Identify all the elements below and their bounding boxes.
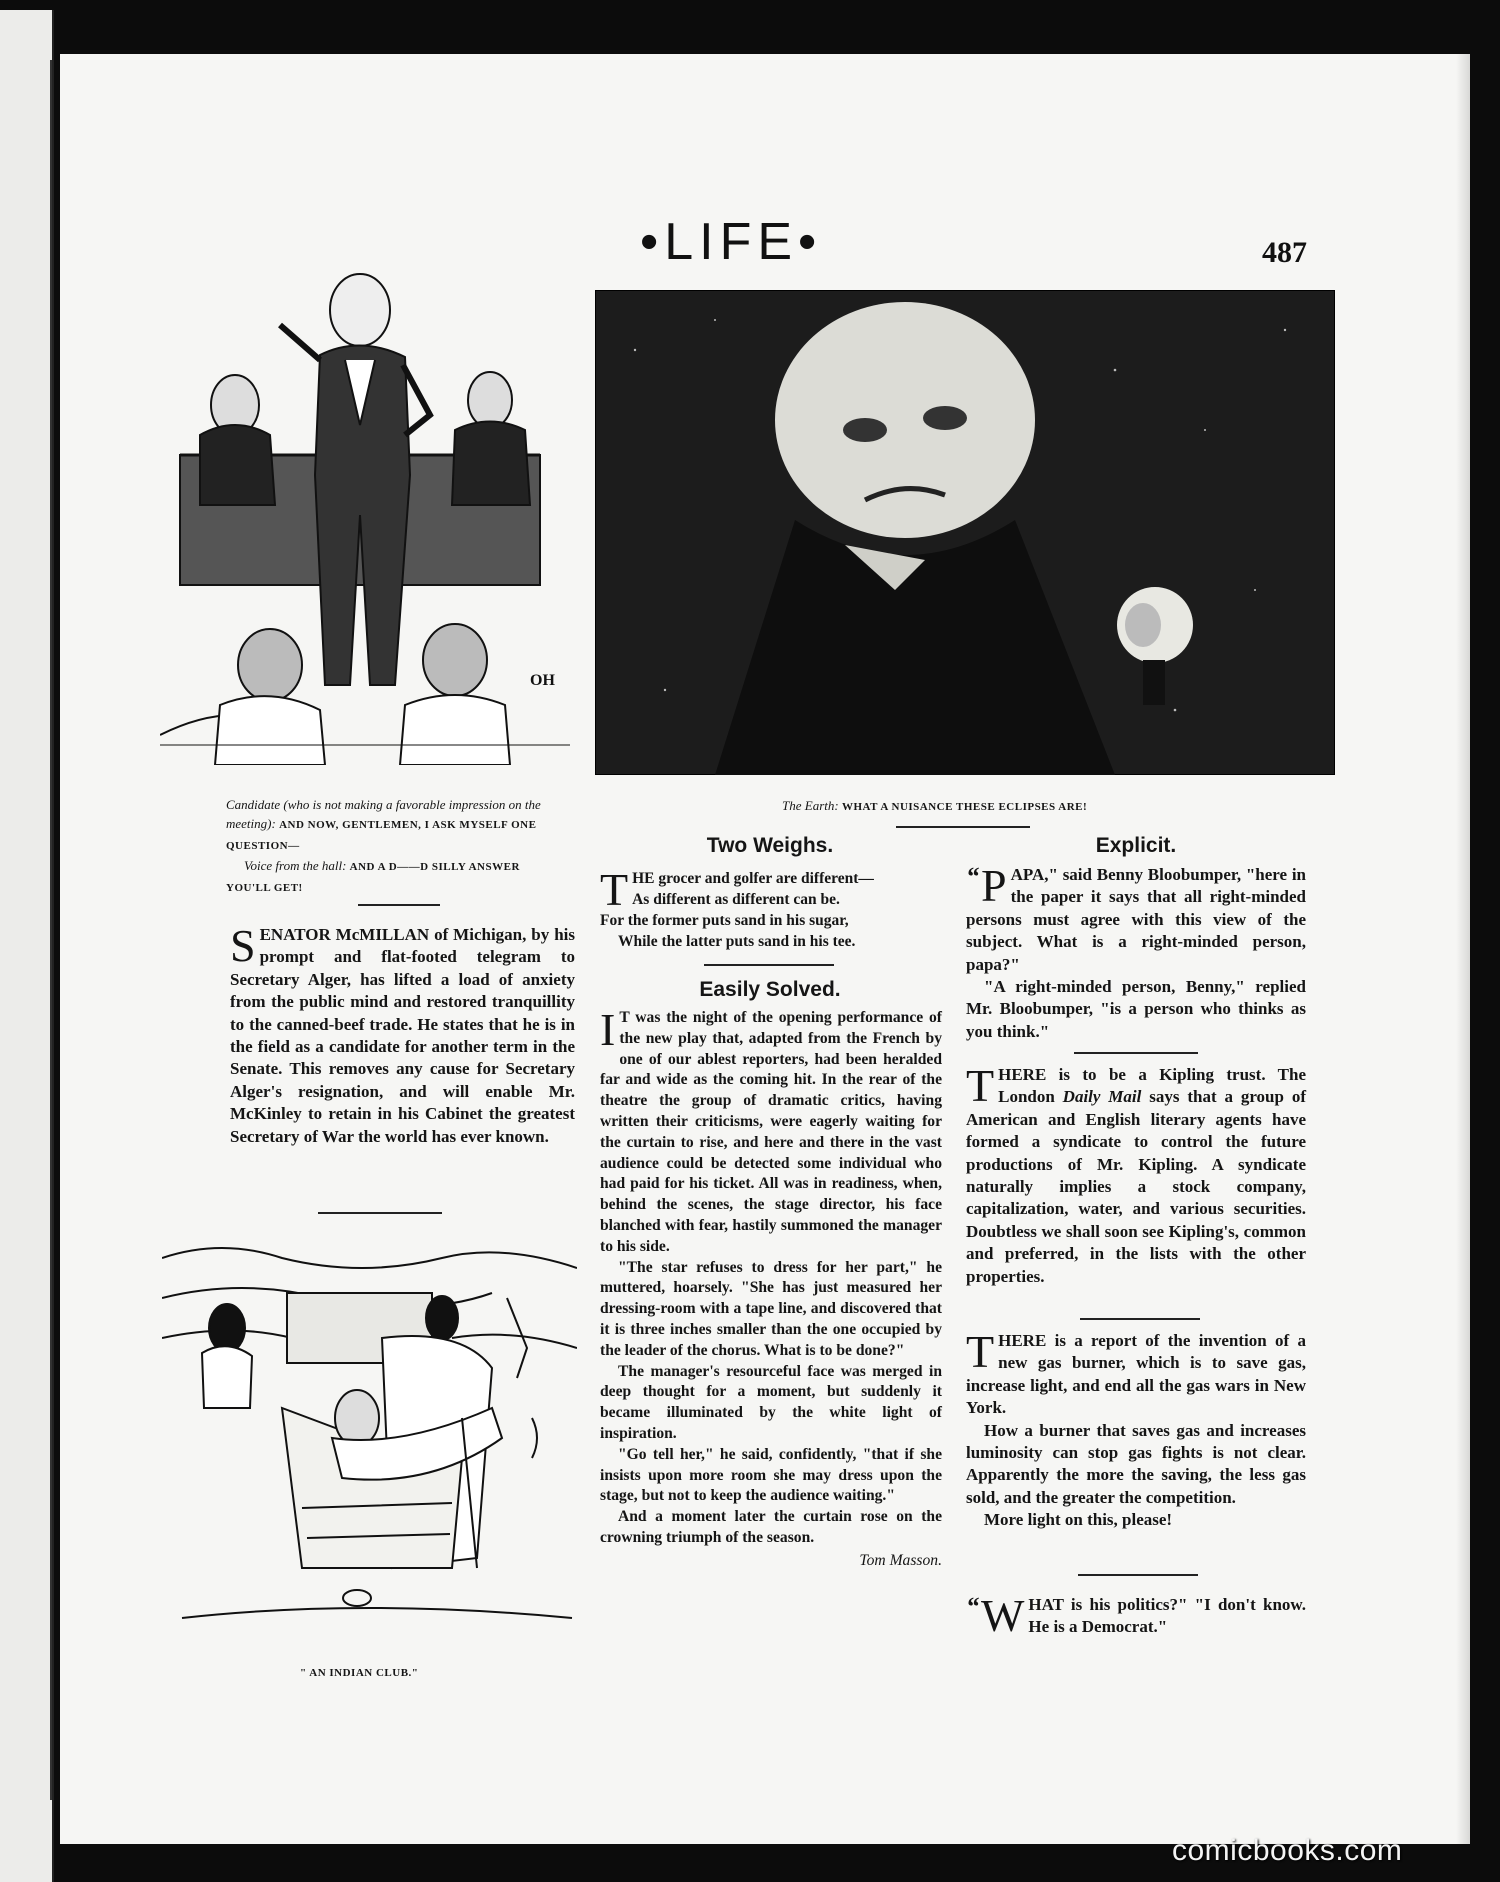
author-signature: Tom Masson. <box>859 1551 942 1569</box>
earth-eclipse-illustration <box>595 290 1335 775</box>
artist-monogram: OH <box>530 672 555 689</box>
two-weighs-heading: Two Weighs. <box>706 834 834 857</box>
easily-solved-p2: "The star refuses to dress for her part," he muttered, hoarsely. "She has just measured her dressing-room with a tape line, and discovered that it is three inches smaller than the one occupied by the leader of the chorus. What is to be done?" <box>600 1258 942 1359</box>
easily-solved-p4: "Go tell her," he said, confidently, "that if she insists upon more room she may dress upon the stage, but not to keep the audience waiting." <box>600 1445 942 1505</box>
poem-line-2: As different as different can be. <box>632 891 840 908</box>
voice-caption-italic: Voice from the hall: <box>244 858 347 873</box>
poem-line-3: For the former puts sand in his sugar, <box>600 912 849 929</box>
poem-line-4: While the latter puts sand in his tee. <box>618 933 856 950</box>
gas-p1: HERE is a report of the invention of a new gas burner, which is to save gas, increase light, and end all the gas wars in New York. <box>966 1331 1306 1418</box>
divider <box>1078 1574 1198 1576</box>
gas-p2: How a burner that saves gas and increases luminosity can stop gas fights is not clear. Apparently the more the saving, the less gas sold, and the greater the competition. <box>966 1420 1306 1507</box>
open-quote: “ <box>966 1592 979 1621</box>
kipling-text-before: HERE is to be a Kipling trust. The London <box>998 1065 1306 1107</box>
divider <box>1074 1052 1198 1054</box>
senator-text: ENATOR McMILLAN of Michigan, by his prompt and flat-footed telegram to Secretary Alger, has lifted a load of anxiety from the public mind and restored tranquillity to the canned-beef trade. He states that he is in the field as a candidate for another term in the Senate. This removes any cause for Secretary Alger's resignation, and will enable Mr. McKinley to retain in his Cabinet the greatest Secretary of War the world has ever known. <box>230 925 575 1146</box>
senator-article <box>230 920 575 1148</box>
divider <box>358 904 440 906</box>
candidate-caption-italic: Candidate (who is not making a favorable impression on the meeting): <box>226 797 541 831</box>
candidate-caption <box>226 795 550 898</box>
watermark: comicbooks.com <box>1172 1834 1403 1867</box>
drop-cap: I <box>600 1004 616 1055</box>
divider <box>318 1212 442 1214</box>
kipling-text-after: says that a group of American and English literary agents have formed a syndicate to control the future productions of Mr. Kipling. A syndicate naturally implies a stock company, capitalization, water, and various securities. Doubtless we shall soon see Kipling's, common and preferred, in the lists with the other properties. <box>966 1087 1306 1286</box>
easily-solved-article <box>600 1004 942 1572</box>
candidate-illustration <box>160 265 570 765</box>
explicit-p1: APA," said Benny Bloobumper, "here in the paper it says that all right-minded persons must agree with this view of the subject. What is a right-minded person, papa?" <box>966 865 1306 974</box>
masthead: •LIFE• <box>640 213 823 271</box>
easily-solved-heading: Easily Solved. <box>699 978 841 1001</box>
easily-solved-p1: T was the night of the opening performance of the new play that, adapted from the French by one of our ablest reporters, had been heralded far and wide as the coming hit. In the rear of the theatre the group of dramatic critics, having written their criticisms, were eagerly waiting for the curtain to rise, and here and there in the vast audience could be detected some individual who had paid for his ticket. All was in readiness, when, behind the scenes, the stage director, his face blanched with fear, hastily summoned the manager to his side. <box>600 1009 942 1255</box>
drop-cap: S <box>230 920 256 971</box>
voice-caption-quote: AND A D——D SILLY ANSWER YOU'LL GET! <box>226 861 520 894</box>
kipling-article <box>966 1060 1306 1288</box>
drop-cap: W <box>981 1590 1025 1641</box>
indian-club-illustration <box>162 1238 577 1638</box>
indian-club-caption: " AN INDIAN CLUB." <box>300 1667 419 1679</box>
explicit-p2: "A right-minded person, Benny," replied Mr. Bloobumper, "is a person who thinks as you think." <box>966 977 1306 1041</box>
candidate-caption-quote: AND NOW, GENTLEMEN, I ASK MYSELF ONE QUESTION— <box>226 819 537 852</box>
poem-line-1: HE grocer and golfer are different— <box>632 870 874 887</box>
divider <box>704 964 834 966</box>
drop-cap: T <box>600 864 629 915</box>
open-quote: “ <box>966 862 979 891</box>
gas-article <box>966 1326 1306 1532</box>
earth-caption <box>782 796 1182 817</box>
earth-caption-italic: The Earth: <box>782 798 839 813</box>
explicit-article <box>966 860 1306 1043</box>
drop-cap: T <box>966 1060 995 1111</box>
divider <box>896 826 1030 828</box>
divider <box>1080 1318 1200 1320</box>
explicit-heading: Explicit. <box>1095 834 1177 857</box>
easily-solved-p3: The manager's resourceful face was merged in deep thought for a moment, but suddenly it became illuminated by the white light of inspiration. <box>600 1362 942 1442</box>
gas-p3: More light on this, please! <box>984 1510 1173 1530</box>
politics-text: HAT is his politics?" "I don't know. He is a Democrat." <box>1028 1595 1306 1637</box>
daily-mail-italic: Daily Mail <box>1062 1087 1142 1107</box>
easily-solved-p5: And a moment later the curtain rose on the crowning triumph of the season. <box>600 1508 942 1546</box>
binding-gutter <box>50 60 60 1800</box>
two-weighs-poem <box>600 864 940 952</box>
page-number: 487 <box>1262 236 1307 269</box>
facing-page-edge <box>0 10 54 1882</box>
earth-caption-quote: WHAT A NUISANCE THESE ECLIPSES ARE! <box>841 801 1088 813</box>
politics-article <box>966 1590 1306 1641</box>
drop-cap: T <box>966 1326 995 1377</box>
page-edge-shadow <box>1456 54 1470 1844</box>
drop-cap: P <box>981 860 1007 911</box>
